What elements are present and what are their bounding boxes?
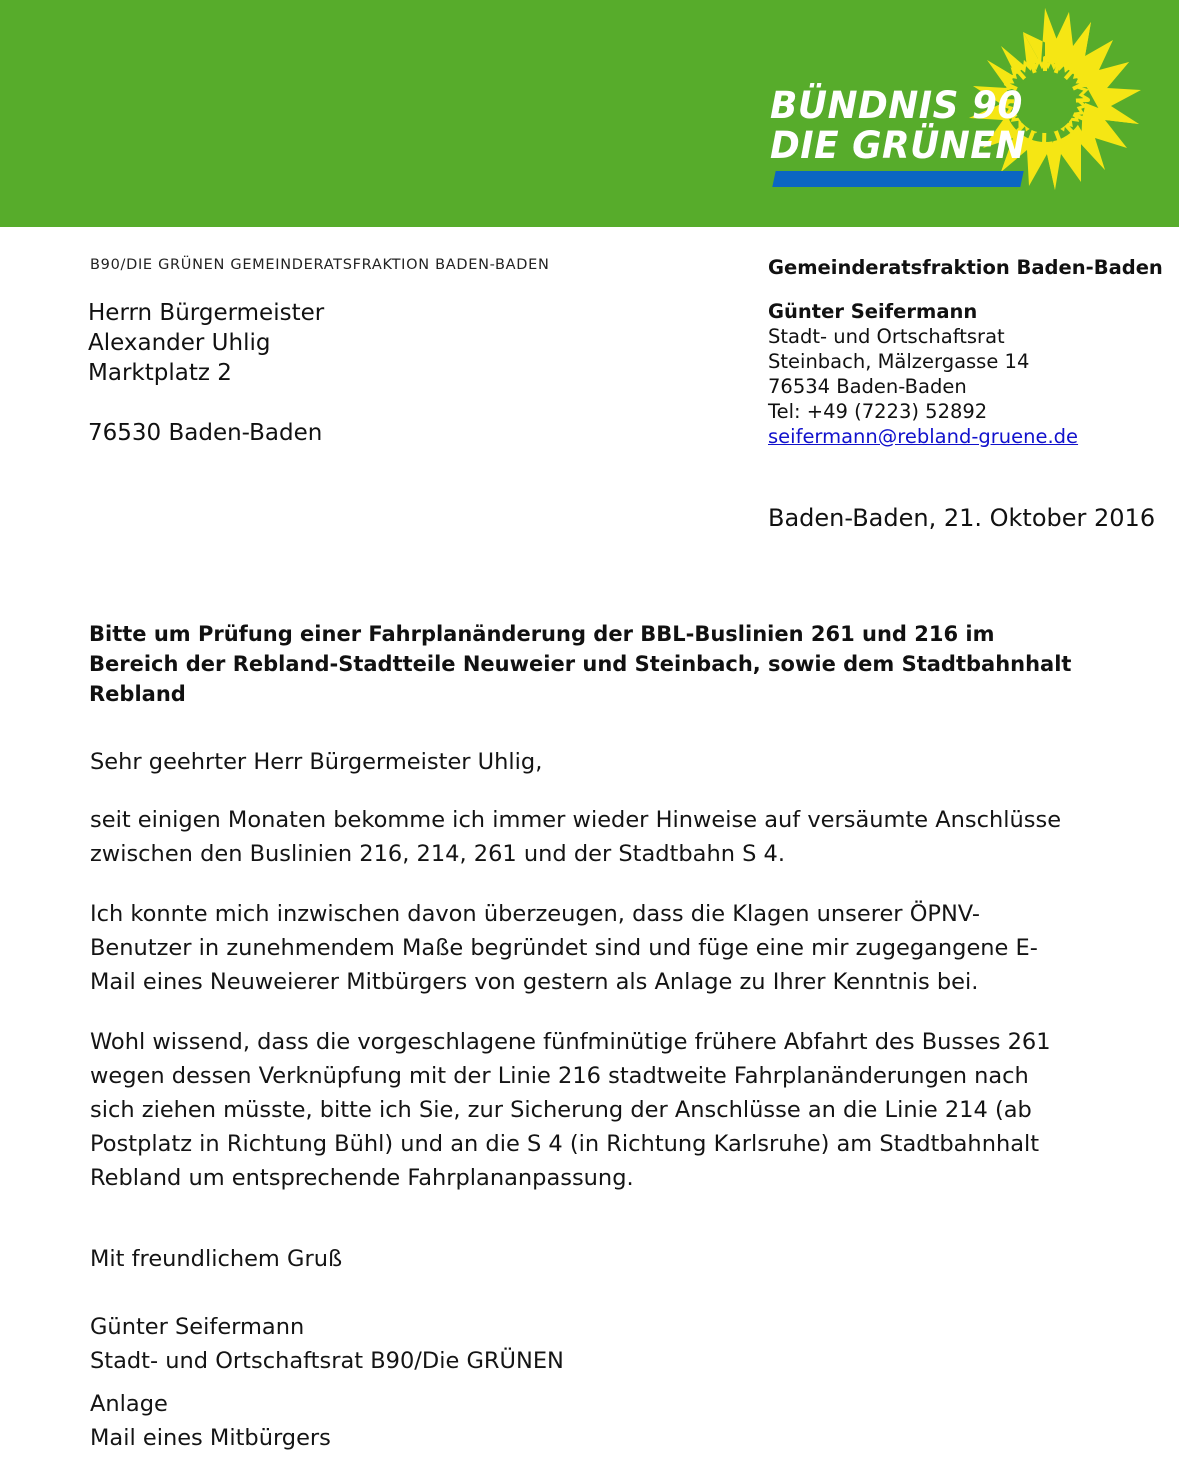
subject-line: Bitte um Prüfung einer Fahrplanänderung der BBL-Buslinien 261 und 216 im Bereich der Rebland-Stadtteile Neuweier und Steinbach, sowie dem Stadtbahnhalt Rebland: [89, 622, 1072, 706]
letter-sheet: [0, 227, 1179, 1468]
contact-spacer: [768, 280, 1163, 299]
body-paragraph-3: Wohl wissend, dass die vorgeschlagene fünfminütige frühere Abfahrt des Busses 261 wegen dessen Verknüpfung mit der Linie 216 stadtweite Fahrplanänderungen nach sich ziehen müsste, bitte ich Sie, zur Sicherung der Anschlüsse an die Linie 214 (ab Postplatz in Richtung Bühl) und an die S 4 (in Richtung Karlsruhe) am Stadtbahnhalt Rebland um entsprechende Fahrplananpassung.: [90, 1029, 1051, 1191]
contact-phone: Tel: +49 (7223) 52892: [768, 400, 988, 423]
recipient-address: [88, 298, 324, 448]
header-band: [0, 0, 1179, 227]
contact-street: Steinbach, Mälzergasse 14: [768, 350, 1030, 373]
closing-role: Stadt- und Ortschaftsrat B90/Die GRÜNEN: [90, 1348, 564, 1374]
letter-body: [90, 745, 1068, 1221]
body-paragraph-2: Ich konnte mich inzwischen davon überzeugen, dass die Klagen unserer ÖPNV-Benutzer in zunehmendem Maße begründet sind und füge eine mir zugegangene E-Mail eines Neuweierer Mitbürgers von gestern als Anlage zu Ihrer Kenntnis bei.: [90, 901, 1038, 995]
recipient-line-3: Marktplatz 2: [88, 360, 232, 386]
enclosure-label: Anlage: [90, 1391, 168, 1417]
logo-line-2: DIE GRÜNEN: [770, 124, 1026, 167]
contact-role: Stadt- und Ortschaftsrat: [768, 325, 1005, 348]
logo-line-1: BÜNDNIS 90: [770, 84, 1023, 127]
enclosure-item: Mail eines Mitbürgers: [90, 1425, 331, 1451]
recipient-line-1: Herrn Bürgermeister: [88, 300, 325, 326]
closing-greeting: Mit freundlichem Gruß: [90, 1246, 343, 1272]
recipient-line-4: 76530 Baden-Baden: [88, 420, 323, 446]
date-line: Baden-Baden, 21. Oktober 2016: [768, 504, 1156, 532]
closing-block: [90, 1242, 564, 1378]
contact-name: Günter Seifermann: [768, 300, 978, 323]
return-address-strip: B90/DIE GRÜNEN GEMEINDERATSFRAKTION BADEN-BADEN: [90, 257, 550, 273]
recipient-spacer: [88, 388, 324, 418]
salutation: Sehr geehrter Herr Bürgermeister Uhlig,: [90, 749, 543, 775]
contact-city: 76534 Baden-Baden: [768, 375, 967, 398]
contact-email-link[interactable]: seifermann@rebland-gruene.de: [768, 425, 1079, 448]
sender-contact-block: [768, 255, 1163, 449]
logo-wordmark: [770, 86, 1030, 166]
body-paragraph-1: seit einigen Monaten bekomme ich immer wieder Hinweise auf versäumte Anschlüsse zwischen den Buslinien 216, 214, 261 und der Stadtbahn S 4.: [90, 807, 1062, 867]
enclosure-block: [90, 1387, 331, 1455]
party-logo: [770, 8, 1170, 220]
logo-underline-bar: [772, 171, 1023, 187]
recipient-line-2: Alexander Uhlig: [88, 330, 271, 356]
contact-organisation: Gemeinderatsfraktion Baden-Baden: [768, 256, 1163, 279]
closing-name: Günter Seifermann: [90, 1314, 305, 1340]
closing-spacer: [90, 1276, 564, 1310]
